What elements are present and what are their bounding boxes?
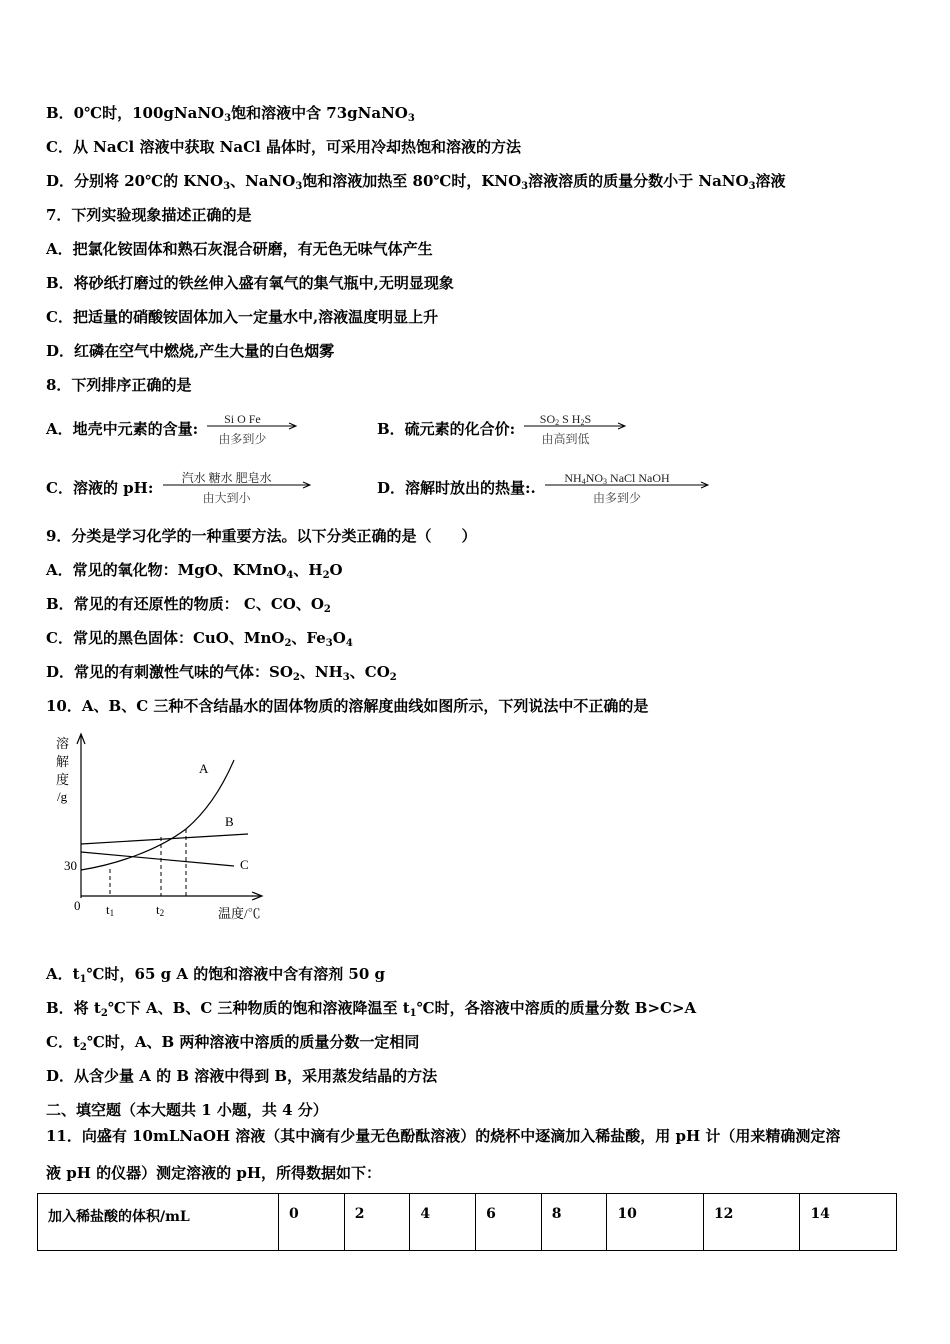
curve-b-label: B: [225, 814, 234, 829]
data-table: [37, 1193, 897, 1251]
q8-option-a: A．地壳中元素的含量: Si O Fe 由多到少: [46, 410, 299, 450]
q6-option-b: B．0℃时，100gNaNO$_3$饱和溶液中含 73gNaNO$_3$: [46, 104, 415, 124]
q7-option-d: D．红磷在空气中燃烧,产生大量的白色烟雾: [46, 342, 335, 360]
table-cell: 4: [410, 1194, 476, 1251]
q8-stem: 8．下列排序正确的是: [46, 376, 192, 394]
q11-line-1: 11．向盛有 10mLNaOH 溶液（其中滴有少量无色酚酞溶液）的烧杯中逐滴加入稀盐酸，用 pH 计（用来精确测定溶: [46, 1127, 841, 1145]
table-cell: 0: [279, 1194, 345, 1251]
q9-option-c: C．常见的黑色固体：CuO、MnO$_2$、$Fe_3O_4$: [46, 629, 353, 649]
y-label-1: 溶: [56, 736, 70, 751]
table-cell: 14: [800, 1194, 897, 1251]
table-cell: 10: [607, 1194, 704, 1251]
table-cell: 2: [344, 1194, 410, 1251]
q9-option-a: A．常见的氧化物：MgO、KMnO$_4$、$H_2O$: [46, 561, 343, 581]
y-label-4: /g: [57, 789, 68, 804]
y-tick-30: 30: [64, 858, 77, 873]
order-arrow: 汽水 糖水 肥皂水 由大到小: [163, 469, 313, 509]
table-cell: 12: [703, 1194, 800, 1251]
section-heading: 二、填空题（本大题共 1 小题，共 4 分）: [46, 1101, 328, 1119]
table-header-cell: 加入稀盐酸的体积/mL: [38, 1194, 279, 1251]
q7-stem: 7．下列实验现象描述正确的是: [46, 206, 252, 224]
table-cell: 6: [476, 1194, 542, 1251]
table-row: [38, 1194, 897, 1251]
x-axis-label: 温度/℃: [218, 906, 261, 921]
curve-a-label: A: [199, 761, 209, 776]
q8-option-b: B．硫元素的化合价: $SO_2$ S $H_2S$ 由高到低: [377, 410, 628, 450]
order-arrow: Si O Fe 由多到少: [207, 410, 299, 450]
curve-c: [81, 852, 234, 866]
order-arrow: $SO_2$ S $H_2S$ 由高到低: [524, 410, 628, 450]
q10-option-c: C．$t_2℃$时，A、B 两种溶液中溶质的质量分数一定相同: [46, 1033, 420, 1053]
q9-option-b: B．常见的有还原性的物质： C、CO、$O_2$: [46, 595, 331, 615]
origin-label: 0: [74, 898, 81, 913]
q10-option-d: D．从含少量 A 的 B 溶液中得到 B，采用蒸发结晶的方法: [46, 1067, 438, 1085]
table-cell: 8: [541, 1194, 607, 1251]
q7-option-b: B．将砂纸打磨过的铁丝伸入盛有氧气的集气瓶中,无明显现象: [46, 274, 454, 292]
q9-option-d: D．常见的有刺激性气味的气体：$SO_2$、$NH_3$、$CO_2$: [46, 663, 397, 683]
q8-option-d: D．溶解时放出的热量:. $NH_4NO_3$ NaCl NaOH 由多到少: [377, 469, 711, 509]
t2-label: t2: [156, 902, 165, 918]
y-label-3: 度: [56, 772, 70, 787]
q7-option-a: A．把氯化铵固体和熟石灰混合研磨，有无色无味气体产生: [46, 240, 433, 258]
q10-option-b: B．将 $t_2℃$下 A、B、C 三种物质的饱和溶液降温至 $t_1℃$时，各溶液中溶质的质量分数 B>C>A: [46, 999, 697, 1019]
y-label-2: 解: [56, 754, 70, 769]
q6-option-d: D．分别将 20℃的 $KNO_3$、NaNO$_3$饱和溶液加热至 80℃时，$KNO_3$溶液溶质的质量分数小于 NaNO$_3$溶液: [46, 172, 786, 192]
q11-line-2: 液 pH 的仪器）测定溶液的 pH，所得数据如下：: [46, 1164, 381, 1182]
q6-option-c: C．从 NaCl 溶液中获取 NaCl 晶体时，可采用冷却热饱和溶液的方法: [46, 138, 521, 156]
q8-option-c: C．溶液的 pH: 汽水 糖水 肥皂水 由大到小: [46, 469, 313, 509]
order-arrow: $NH_4NO_3$ NaCl NaOH 由多到少: [545, 469, 711, 509]
q10-stem: 10．A、B、C 三种不含结晶水的固体物质的溶解度曲线如图所示，下列说法中不正确的是: [46, 697, 649, 715]
q7-option-c: C．把适量的硝酸铵固体加入一定量水中,溶液温度明显上升: [46, 308, 439, 326]
q9-stem: 9．分类是学习化学的一种重要方法。以下分类正确的是（ ）: [46, 527, 477, 545]
t1-label: t1: [106, 902, 115, 918]
solubility-graph: [48, 728, 278, 928]
curve-c-label: C: [240, 857, 249, 872]
q10-option-a: A．$t_1℃$时，65 g A 的饱和溶液中含有溶剂 50 g: [46, 965, 385, 985]
